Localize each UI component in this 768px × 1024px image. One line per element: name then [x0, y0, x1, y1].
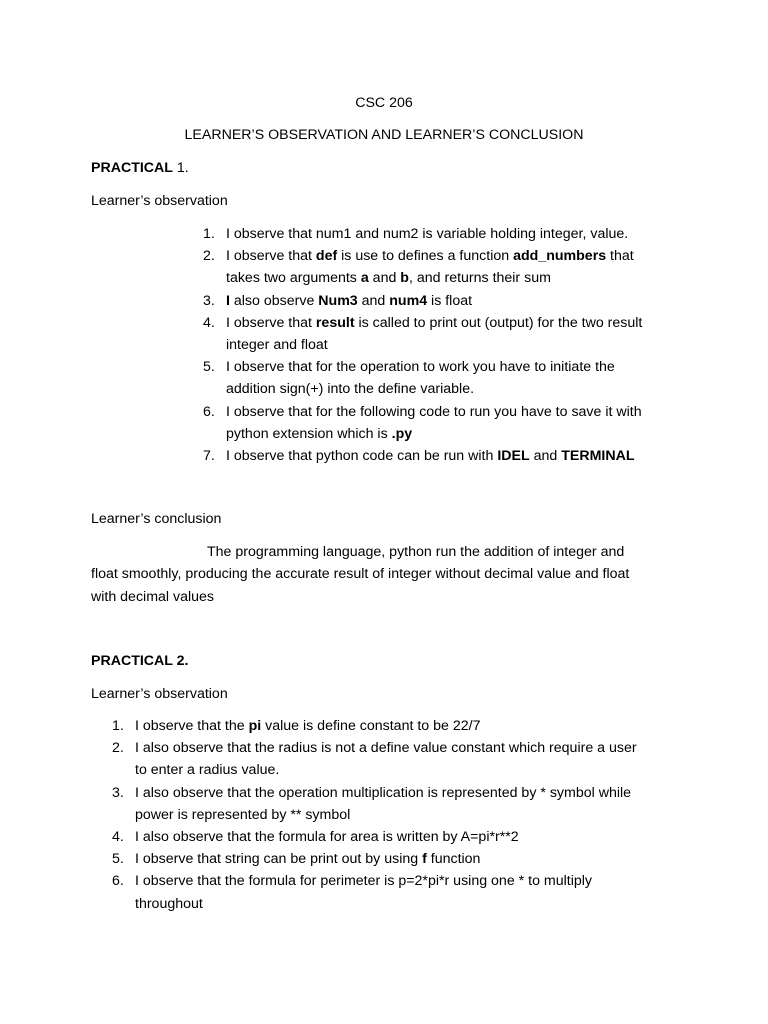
bold-term: .py [391, 425, 413, 442]
list-item-text [135, 894, 203, 914]
list-item-text [135, 827, 519, 847]
bold-term: pi [248, 718, 262, 734]
practical-2-observation-label: Learner’s observation [91, 686, 228, 702]
list-item-text [135, 716, 480, 736]
text-run: function [426, 851, 481, 868]
list-item-number: 2. [112, 740, 124, 757]
list-item-text [135, 760, 279, 780]
list-item-number: 4. [112, 829, 124, 845]
text-run: and [357, 292, 390, 309]
list-item-text [135, 738, 637, 758]
list-item-number: 3. [112, 784, 124, 801]
list-item-text [226, 291, 472, 311]
list-item-number: 5. [112, 851, 124, 868]
list-item-text [226, 246, 634, 266]
bold-term: IDEL [497, 448, 530, 464]
conclusion-line: with decimal values [91, 589, 215, 605]
document-title: LEARNER’S OBSERVATION AND LEARNER’S CONCLUSION [184, 127, 584, 143]
text-run: I observe that the [135, 718, 249, 734]
course-code: CSC 206 [355, 95, 413, 111]
list-item-text [226, 424, 412, 444]
text-run: I observe that [226, 248, 316, 265]
list-item-text [226, 268, 551, 288]
text-run: I observe that for the following code to run you have to save it with [226, 403, 642, 420]
list-item-text [226, 357, 615, 377]
text-run: I observe that the formula for perimeter is p=2*pi*r using one * to multiply [135, 873, 592, 890]
list-item-number: 5. [203, 359, 215, 376]
list-item-text [226, 379, 474, 399]
text-run: I observe that string can be print out by using [135, 851, 423, 868]
text-run: to enter a radius value. [135, 762, 280, 779]
list-item-text [226, 224, 628, 244]
text-run: and [368, 270, 401, 287]
text-run: also observe [229, 292, 319, 309]
practical-2-heading: PRACTICAL 2. [91, 653, 189, 669]
list-item-number: 4. [203, 314, 215, 331]
practical-1-heading [91, 158, 189, 178]
list-item-text [135, 849, 480, 869]
practical-1-heading-bold: PRACTICAL [91, 160, 173, 176]
list-item-number: 2. [203, 248, 215, 265]
text-run: that [606, 248, 634, 265]
conclusion-line: float smoothly, producing the accurate result of integer without decimal value and float [91, 566, 630, 582]
practical-1-observation-label: Learner’s observation [91, 193, 228, 209]
text-run: python extension which is [226, 425, 392, 442]
bold-term: TERMINAL [561, 448, 635, 464]
list-item-number: 7. [203, 448, 215, 464]
text-run: I also observe that the radius is not a define value constant which require a user [135, 740, 637, 757]
list-item-number: 6. [112, 873, 124, 890]
text-run: and [529, 448, 562, 464]
bold-term: f [422, 851, 427, 868]
text-run: addition sign(+) into the define variable. [226, 381, 475, 398]
text-run: is use to defines a function [337, 248, 514, 265]
bold-term: Num3 [318, 292, 358, 309]
list-item-text [226, 335, 328, 355]
practical-1-conclusion-label: Learner’s conclusion [91, 511, 222, 527]
text-run: I observe that python code can be run with [226, 448, 498, 464]
list-item-text [226, 402, 642, 422]
text-run: is float [427, 292, 473, 309]
conclusion-line: The programming language, python run the addition of integer and [207, 544, 625, 560]
text-run: power is represented by ** symbol [135, 806, 351, 823]
text-run: takes two arguments [226, 270, 361, 287]
text-run: value is define constant to be 22/7 [261, 718, 481, 734]
list-item-text [226, 446, 635, 466]
list-item-text [135, 871, 592, 891]
bold-term: add_numbers [513, 248, 607, 265]
text-run: throughout [135, 895, 203, 912]
list-item-number: 1. [203, 226, 215, 242]
list-item-text [135, 805, 350, 825]
text-run: , and returns their sum [408, 270, 551, 287]
bold-term: def [315, 248, 338, 265]
list-item-number: 6. [203, 403, 215, 420]
text-run: I observe that num1 and num2 is variable holding integer, value. [226, 226, 629, 242]
text-run: integer and float [226, 337, 328, 353]
bold-term: b [400, 270, 409, 287]
text-run: I observe that [226, 314, 316, 331]
practical-1-heading-num: 1. [172, 160, 189, 176]
text-run: I also observe that the operation multiplication is represented by * symbol while [135, 784, 632, 801]
bold-term: a [360, 270, 369, 287]
text-run: I observe that for the operation to work you have to initiate the [226, 359, 615, 376]
list-item-number: 1. [112, 718, 124, 734]
text-run: I also observe that the formula for area is written by A=pi*r**2 [135, 829, 519, 845]
list-item-text [226, 313, 642, 333]
bold-term: num4 [389, 292, 428, 309]
text-run: is called to print out (output) for the two result [354, 314, 643, 331]
bold-term: I [226, 292, 230, 309]
list-item-number: 3. [203, 292, 215, 309]
bold-term: result [315, 314, 355, 331]
list-item-text [135, 783, 631, 803]
